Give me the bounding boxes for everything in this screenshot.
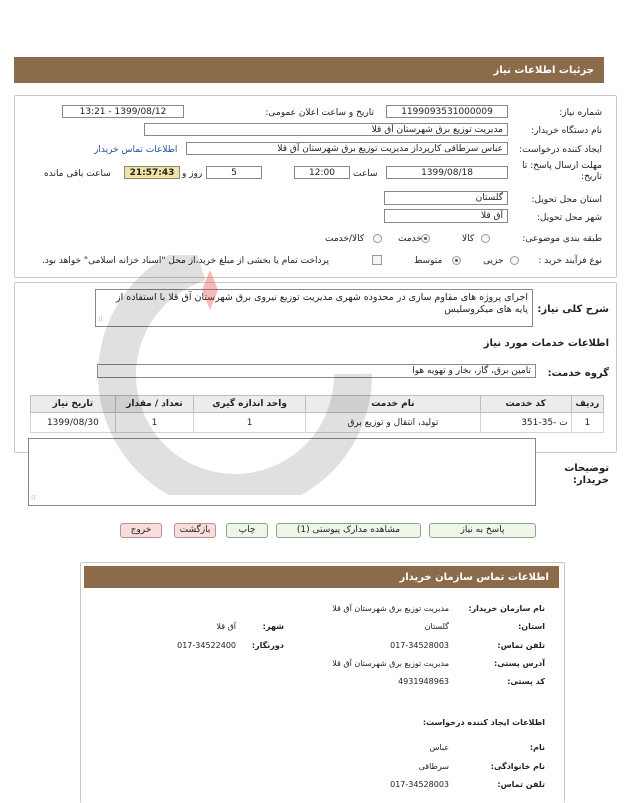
buyer-contact-link[interactable]: اطلاعات تماس خریدار — [94, 145, 178, 155]
service-group-field: تامین برق، گاز، بخار و تهویه هوا — [97, 364, 536, 378]
creator-phone-label: تلفن تماس: — [497, 780, 545, 789]
col-service-code: کد خدمت — [480, 396, 571, 413]
process-radio-minor[interactable] — [510, 256, 519, 265]
category-radio-service[interactable] — [421, 234, 430, 243]
contact-header — [84, 566, 559, 588]
contact-address-value: مدیریت توزیع برق شهرستان آق قلا — [332, 659, 449, 668]
province-field: گلستان — [384, 191, 508, 205]
contact-city-value: آق قلا — [216, 622, 236, 631]
category-option-goods: کالا — [462, 234, 475, 244]
remaining-time-label: ساعت باقی مانده — [44, 169, 111, 179]
days-remaining-field: 5 — [206, 166, 262, 179]
need-number-label: شماره نیاز: — [559, 108, 602, 118]
col-service-name: نام خدمت — [306, 396, 481, 413]
back-button[interactable]: بازگشت — [174, 523, 216, 538]
deadline-label: مهلت ارسال پاسخ: تا تاریخ: — [522, 161, 602, 182]
cell-quantity: 1 — [115, 413, 193, 433]
contact-city-label: شهر: — [262, 622, 284, 631]
process-radio-medium[interactable] — [452, 256, 461, 265]
process-type-label: نوع فرآیند خرید : — [538, 256, 602, 266]
category-option-service: خدمت — [398, 234, 422, 244]
page-title: جزئیات اطلاعات نیاز — [493, 64, 594, 76]
creator-name-value: عباس — [429, 743, 449, 752]
buyer-notes-label: توضیحات خریدار: — [564, 463, 609, 486]
days-label: روز و — [182, 169, 203, 179]
need-number-field: 1199093531000009 — [386, 105, 508, 118]
contact-phone-value: 017-34528003 — [390, 641, 449, 650]
contact-fax-label: دورنگار: — [251, 641, 284, 650]
services-table — [30, 395, 604, 433]
category-radio-goods[interactable] — [481, 234, 490, 243]
resize-grip-icon: ⁞⁞ — [31, 494, 36, 502]
city-label: شهر محل تحویل: — [536, 213, 602, 223]
creator-label: ایجاد کننده درخواست: — [519, 145, 602, 155]
org-name-value: مدیریت توزیع برق شهرستان آق قلا — [332, 604, 449, 613]
cell-unit: 1 — [194, 413, 306, 433]
category-option-goods-service: کالا/خدمت — [325, 234, 365, 244]
summary-label: شرح کلی نیاز: — [537, 304, 609, 315]
cell-service-name: تولید، انتقال و توزیع برق — [306, 413, 481, 433]
buyer-name-field: مدیریت توزیع برق شهرستان آق قلا — [144, 123, 508, 136]
contact-province-label: استان: — [518, 622, 545, 631]
announce-date-label: تاریخ و ساعت اعلان عمومی: — [265, 108, 374, 118]
resize-grip-icon: ⁞⁞ — [98, 315, 103, 323]
page-header — [14, 57, 604, 83]
creator-phone-value: 017-34528003 — [390, 780, 449, 789]
table-header-row — [31, 396, 604, 413]
contact-province-value: گلستان — [424, 622, 449, 631]
creator-name-label: نام: — [529, 743, 545, 752]
cell-service-code: ت -35-351 — [480, 413, 571, 433]
col-row-number: ردیف — [571, 396, 603, 413]
services-heading: اطلاعات خدمات مورد نیاز — [483, 338, 609, 349]
creator-info-heading: اطلاعات ایجاد کننده درخواست: — [422, 718, 545, 727]
city-field: آق قلا — [384, 209, 508, 223]
summary-text: اجرای پروژه های مقاوم سازی در محدوده شهری مدیریت توزیع نیروی برق شهرستان آق قلا با استفاده از پایه های میکروسلیس — [116, 292, 528, 315]
category-radio-goods-service[interactable] — [373, 234, 382, 243]
attachments-button[interactable]: مشاهده مدارک پیوستی (1) — [276, 523, 421, 538]
buyer-notes-textarea — [28, 438, 536, 506]
process-option-medium: متوسط — [414, 256, 443, 266]
col-need-date: تاریخ نیاز — [31, 396, 116, 413]
category-label: طبقه بندی موضوعی: — [522, 234, 602, 244]
exit-button[interactable]: خروج — [120, 523, 162, 538]
col-quantity: تعداد / مقدار — [115, 396, 193, 413]
print-button[interactable]: چاپ — [226, 523, 268, 538]
treasury-payment-note: پرداخت تمام یا بخشی از مبلغ خرید،از محل "اسناد خزانه اسلامی" خواهد بود. — [42, 256, 330, 266]
province-label: استان محل تحویل: — [531, 195, 602, 205]
summary-textarea — [95, 289, 533, 327]
contact-postal-value: 4931948963 — [398, 677, 449, 686]
contact-title: اطلاعات تماس سازمان خریدار — [399, 571, 549, 583]
creator-field: عباس سرطاقی کارپرداز مدیریت توزیع برق شهرستان آق قلا — [186, 142, 508, 155]
service-group-label: گروه خدمت: — [547, 368, 609, 379]
cell-need-date: 1399/08/30 — [31, 413, 116, 433]
buyer-name-label: نام دستگاه خریدار: — [531, 126, 602, 136]
creator-family-label: نام خانوادگی: — [490, 762, 545, 771]
deadline-time-label: ساعت — [353, 169, 378, 179]
treasury-payment-checkbox[interactable] — [372, 255, 382, 265]
announce-date-field: 1399/08/12 - 13:21 — [62, 105, 184, 118]
remaining-time-field: 21:57:43 — [124, 166, 180, 179]
contact-address-label: آدرس پستی: — [494, 659, 545, 668]
contact-phone-label: تلفن تماس: — [497, 641, 545, 650]
cell-row-number: 1 — [571, 413, 603, 433]
contact-postal-label: کد پستی: — [507, 677, 545, 686]
creator-family-value: سرطاقی — [418, 762, 449, 771]
contact-fax-value: 017-34522400 — [177, 641, 236, 650]
reply-button[interactable]: پاسخ به نیاز — [429, 523, 536, 538]
deadline-time-field: 12:00 — [294, 166, 350, 179]
col-unit: واحد اندازه گیری — [194, 396, 306, 413]
table-row — [31, 413, 604, 433]
org-name-label: نام سازمان خریدار: — [468, 604, 545, 613]
deadline-date-field: 1399/08/18 — [386, 166, 508, 179]
process-option-minor: جزیی — [483, 256, 504, 266]
